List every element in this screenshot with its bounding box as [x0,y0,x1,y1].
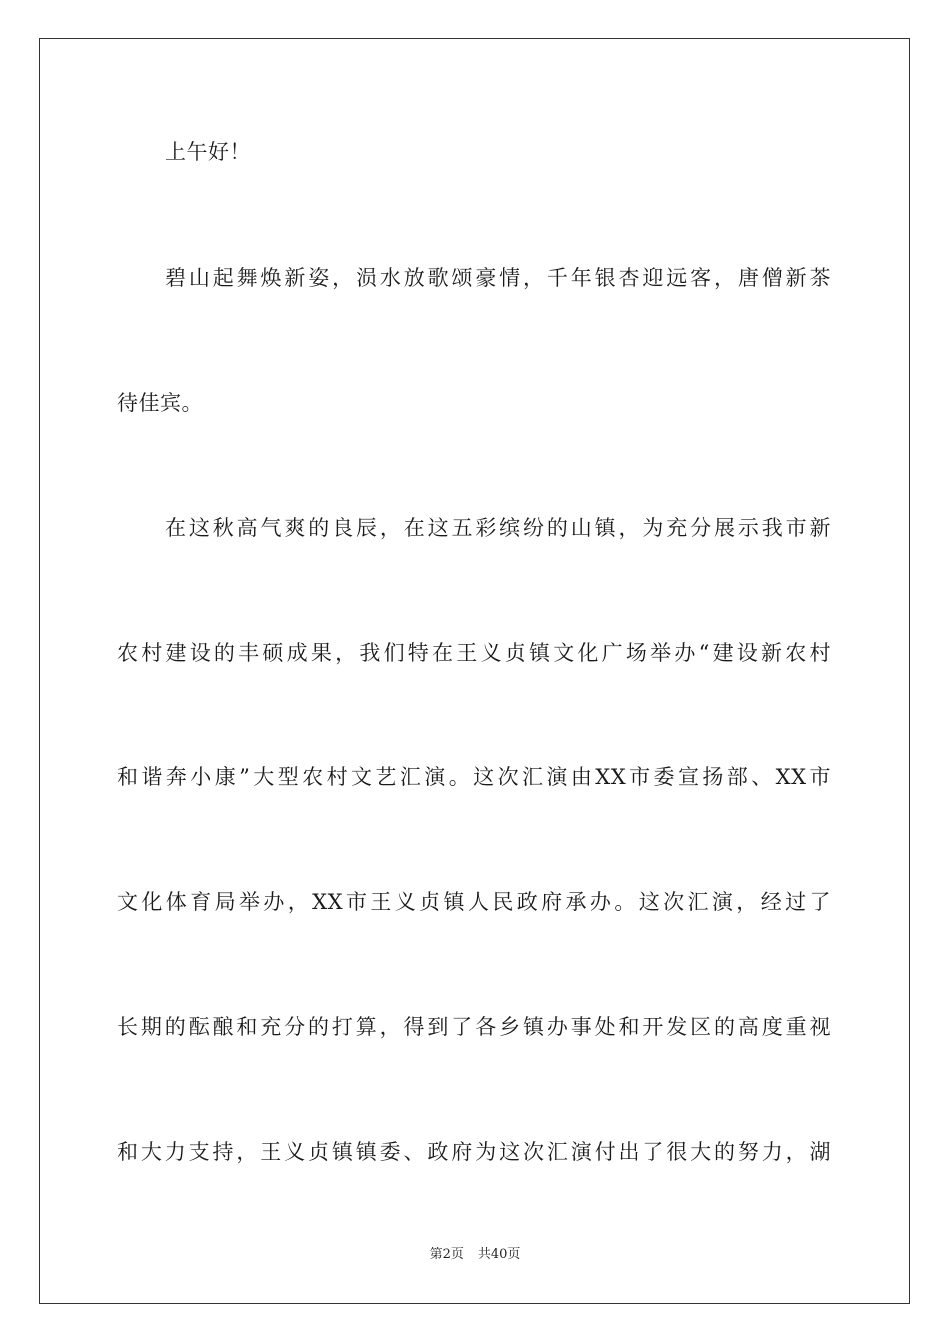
page-total: 共40页 [477,1247,521,1262]
paragraph-2-line-4: 文化体育局举办，XX市王义贞镇人民政府承办。这次汇演，经过了 [117,890,831,914]
paragraph-1-line-2: 待佳宾。 [117,391,203,415]
paragraph-2-line-5: 长期的酝酿和充分的打算，得到了各乡镇办事处和开发区的高度重视 [117,1015,831,1039]
page-footer [0,1246,950,1264]
greeting-line: 上午好！ [165,140,251,164]
paragraph-2-line-3: 和谐奔小康”大型农村文艺汇演。这次汇演由XX市委宣扬部、XX市 [117,765,831,789]
paragraph-1-line-1: 碧山起舞焕新姿，涢水放歌颂豪情，千年银杏迎远客，唐僧新茶 [165,266,831,290]
paragraph-2-line-2: 农村建设的丰硕成果，我们特在王义贞镇文化广场举办“建设新农村 [117,641,831,665]
paragraph-2-line-6: 和大力支持，王义贞镇镇委、政府为这次汇演付出了很大的努力，湖 [117,1140,831,1164]
page-border [39,38,910,1304]
paragraph-2-line-1: 在这秋高气爽的良辰，在这五彩缤纷的山镇，为充分展示我市新 [165,516,831,540]
page-number: 第2页 [429,1247,464,1262]
